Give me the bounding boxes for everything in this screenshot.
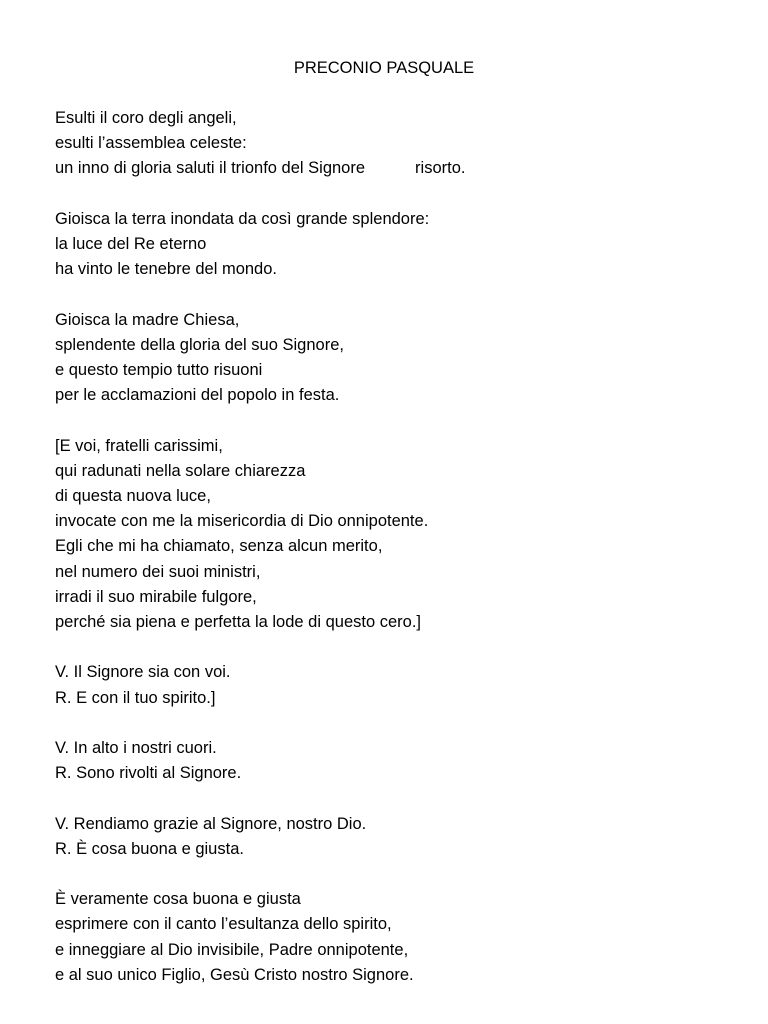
verse-line: esulti l’assemblea celeste: [55, 134, 247, 153]
verse-line: V. Il Signore sia con voi. [55, 663, 231, 682]
stanza-3 [55, 308, 735, 409]
verse-line: esprimere con il canto l’esultanza dello spirito, [55, 915, 392, 934]
verse-line: R. E con il tuo spirito.] [55, 688, 216, 707]
verse-line: Gioisca la terra inondata da così grande splendore: [55, 209, 430, 228]
verse-line: ha vinto le tenebre del mondo. [55, 260, 277, 279]
verse-line: [E voi, fratelli carissimi, [55, 436, 223, 455]
verse-line: Egli che mi ha chiamato, senza alcun merito, [55, 537, 383, 556]
stanza-5 [55, 660, 735, 710]
verse-line: R. È cosa buona e giusta. [55, 839, 244, 858]
verse-line: per le acclamazioni del popolo in festa. [55, 386, 340, 405]
verse-line: nel numero dei suoi ministri, [55, 562, 261, 581]
verse-line: la luce del Re eterno [55, 235, 207, 253]
verse-line [55, 156, 735, 181]
verse-line: invocate con me la misericordia di Dio onnipotente. [55, 512, 429, 531]
verse-line: qui radunati nella solare chiarezza [55, 461, 306, 480]
verse-line: e questo tempio tutto risuoni [55, 361, 263, 379]
stanza-4 [55, 434, 735, 636]
verse-line-part: un inno di gloria saluti il trionfo del Signore [55, 159, 366, 178]
stanza-6 [55, 736, 735, 786]
document-body [55, 106, 735, 988]
verse-line: V. In alto i nostri cuori. [55, 739, 217, 757]
verse-line: È veramente cosa buona e giusta [55, 890, 301, 909]
stanza-2 [55, 207, 735, 283]
stanza-7 [55, 812, 735, 862]
verse-line-part: risorto. [415, 159, 466, 178]
verse-line: splendente della gloria del suo Signore, [55, 335, 344, 354]
stanza-1 [55, 106, 735, 182]
document-title: PRECONIO PASQUALE [293, 59, 475, 77]
verse-line: e inneggiare al Dio invisibile, Padre onnipotente, [55, 940, 409, 959]
verse-line: R. Sono rivolti al Signore. [55, 764, 242, 783]
verse-line: di questa nuova luce, [55, 487, 211, 505]
verse-line: irradi il suo mirabile fulgore, [55, 587, 257, 606]
verse-line: Gioisca la madre Chiesa, [55, 310, 240, 329]
verse-line: Esulti il coro degli angeli, [55, 109, 237, 127]
stanza-8 [55, 887, 735, 988]
verse-line: V. Rendiamo grazie al Signore, nostro Dio. [55, 814, 367, 833]
verse-line: e al suo unico Figlio, Gesù Cristo nostro Signore. [55, 965, 414, 984]
verse-line: perché sia piena e perfetta la lode di questo cero.] [55, 613, 421, 632]
